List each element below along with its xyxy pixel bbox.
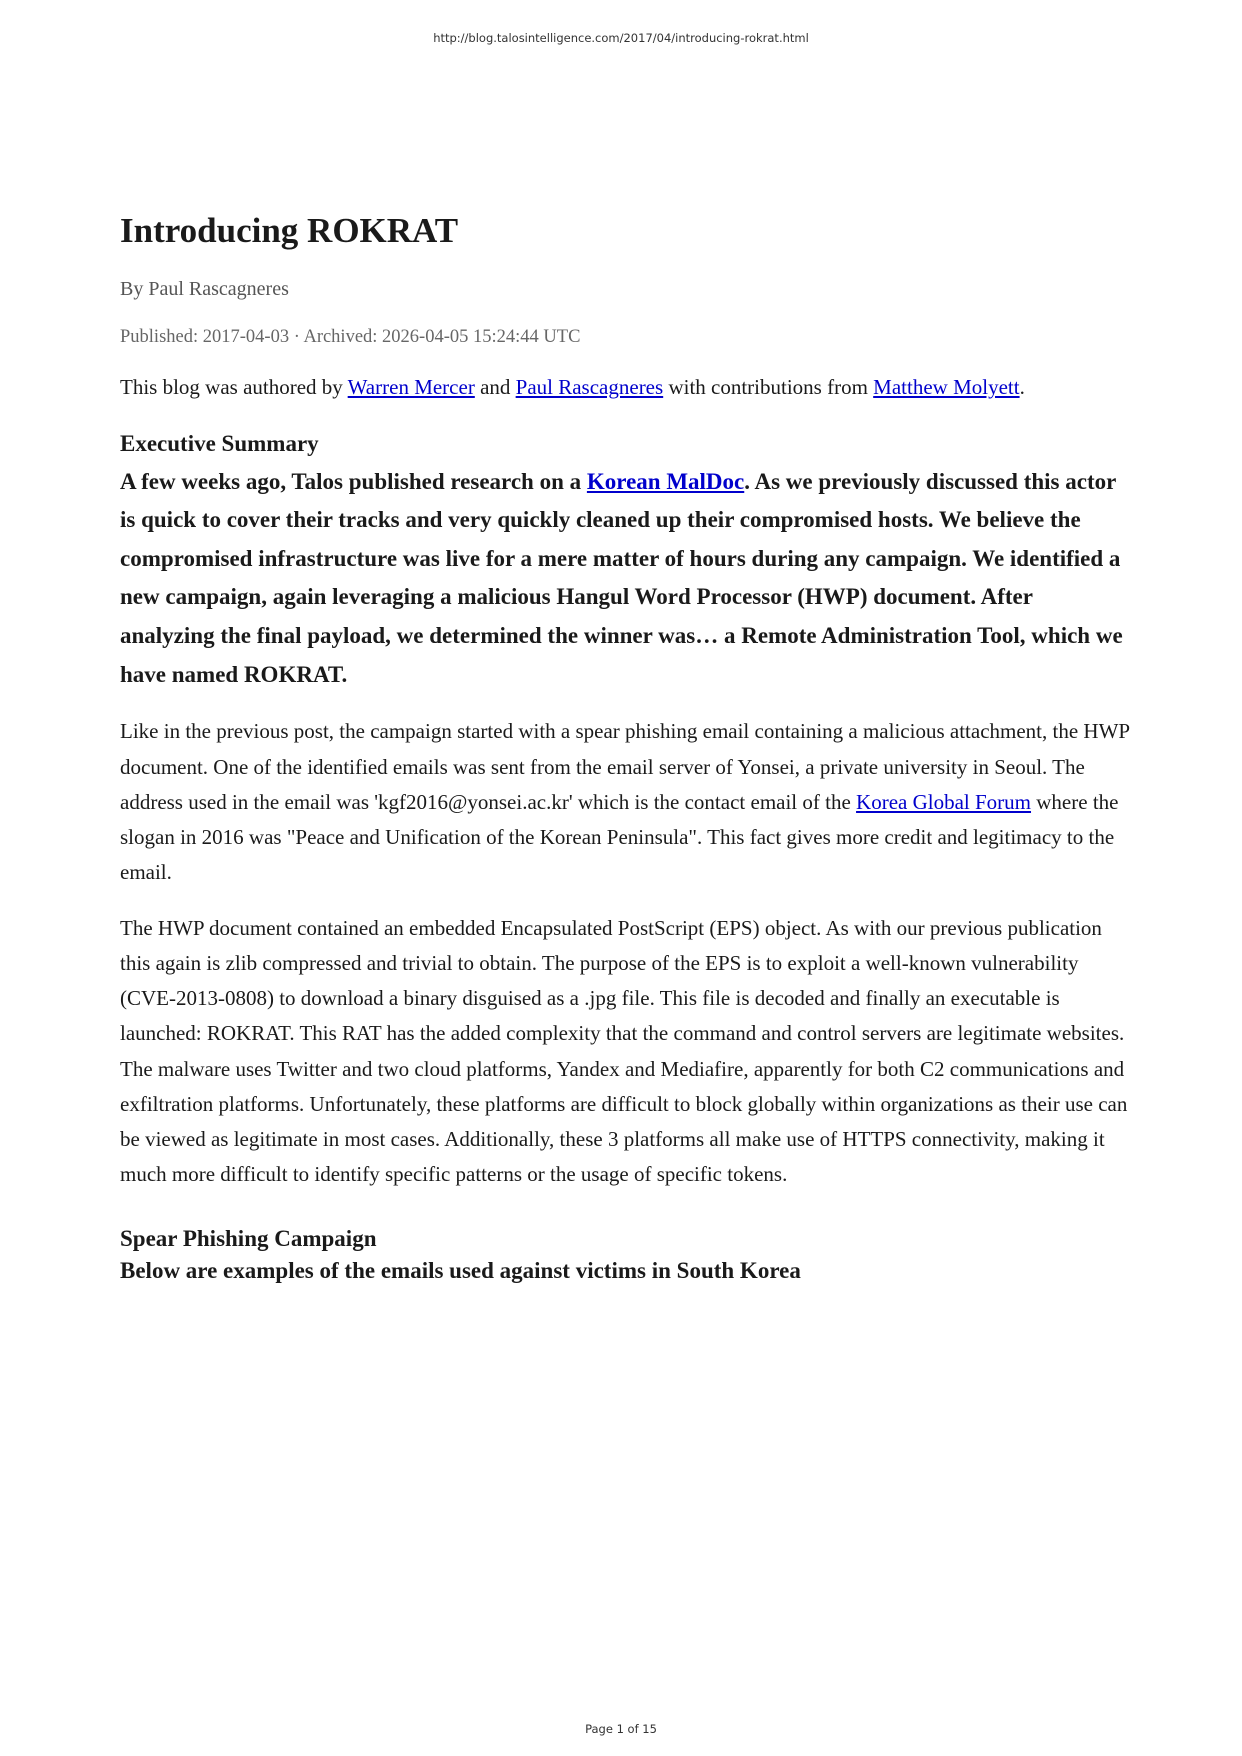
paragraph-text: Like in the previous post, the campaign started with a spear phishing email containing a malicious attachment, the HWP document. One of the identified emails was sent from the email server of Yonsei, a private university in Seoul. The address used in the email was 'kgf2016@yonsei.ac.kr' which is the contact email of the bbox=[120, 719, 1130, 814]
body-paragraph-campaign bbox=[120, 714, 1130, 890]
page-url: http://blog.talosintelligence.com/2017/04/introducing-rokrat.html bbox=[433, 31, 809, 45]
link-korea-global-forum[interactable]: Korea Global Forum bbox=[856, 789, 1032, 814]
summary-text: . As we previously discussed this actor is quick to cover their tracks and very quickly cleaned up their compromised hosts. We believe the compromised infrastructure was live for a mere matter of hours during any campaign. We identified a new campaign, again leveraging a malicious Hangul Word Processor (HWP) document. After analyzing the final payload, we determined the winner was… a Remote Administration Tool, which we have named ROKRAT. bbox=[120, 468, 1123, 687]
intro-paragraph bbox=[120, 372, 1130, 404]
section-subheading-emails: Below are examples of the emails used against victims in South Korea bbox=[120, 1257, 801, 1283]
publish-meta: Published: 2017-04-03 · Archived: 2026-04-05 15:24:44 UTC bbox=[120, 327, 581, 347]
link-warren-mercer[interactable]: Warren Mercer bbox=[347, 375, 475, 399]
link-matthew-molyett[interactable]: Matthew Molyett bbox=[873, 375, 1020, 399]
page-number: Page 1 of 15 bbox=[585, 1722, 657, 1736]
intro-text: with contributions from bbox=[663, 375, 874, 399]
section-heading-executive-summary: Executive Summary bbox=[120, 430, 319, 456]
page-title: Introducing ROKRAT bbox=[120, 211, 459, 250]
section-heading-spear-phishing: Spear Phishing Campaign bbox=[120, 1225, 377, 1251]
link-paul-rascagneres[interactable]: Paul Rascagneres bbox=[515, 375, 664, 399]
intro-text: This blog was authored by bbox=[120, 375, 348, 399]
byline: By Paul Rascagneres bbox=[120, 278, 289, 300]
paragraph-text: where the slogan in 2016 was "Peace and Unification of the Korean Peninsula". This fact gives more credit and legitimacy to the email. bbox=[120, 789, 1119, 885]
link-korean-maldoc[interactable]: Korean MalDoc bbox=[586, 468, 745, 494]
executive-summary-text bbox=[120, 463, 1130, 695]
summary-text: A few weeks ago, Talos published research on a bbox=[120, 468, 587, 494]
article bbox=[120, 210, 1130, 1288]
intro-text: and bbox=[474, 375, 516, 399]
body-paragraph-hwp: The HWP document contained an embedded Encapsulated PostScript (EPS) object. As with our previous publication this again is zlib compressed and trivial to obtain. The purpose of the EPS is to exploit a well-known vulnerability (CVE-2013-0808) to download a binary disguised as a .jpg file. This file is decoded and finally an executable is launched: ROKRAT. This RAT has the added complexity that the command and control servers are legitimate websites. The malware uses Twitter and two cloud platforms, Yandex and Mediafire, apparently for both C2 communications and exfiltration platforms. Unfortunately, these platforms are difficult to block globally within organizations as their use can be viewed as legitimate in most cases. Additionally, these 3 platforms all make use of HTTPS connectivity, making it much more difficult to identify specific patterns or the usage of specific tokens. bbox=[120, 915, 1128, 1187]
intro-text: . bbox=[1019, 375, 1025, 399]
